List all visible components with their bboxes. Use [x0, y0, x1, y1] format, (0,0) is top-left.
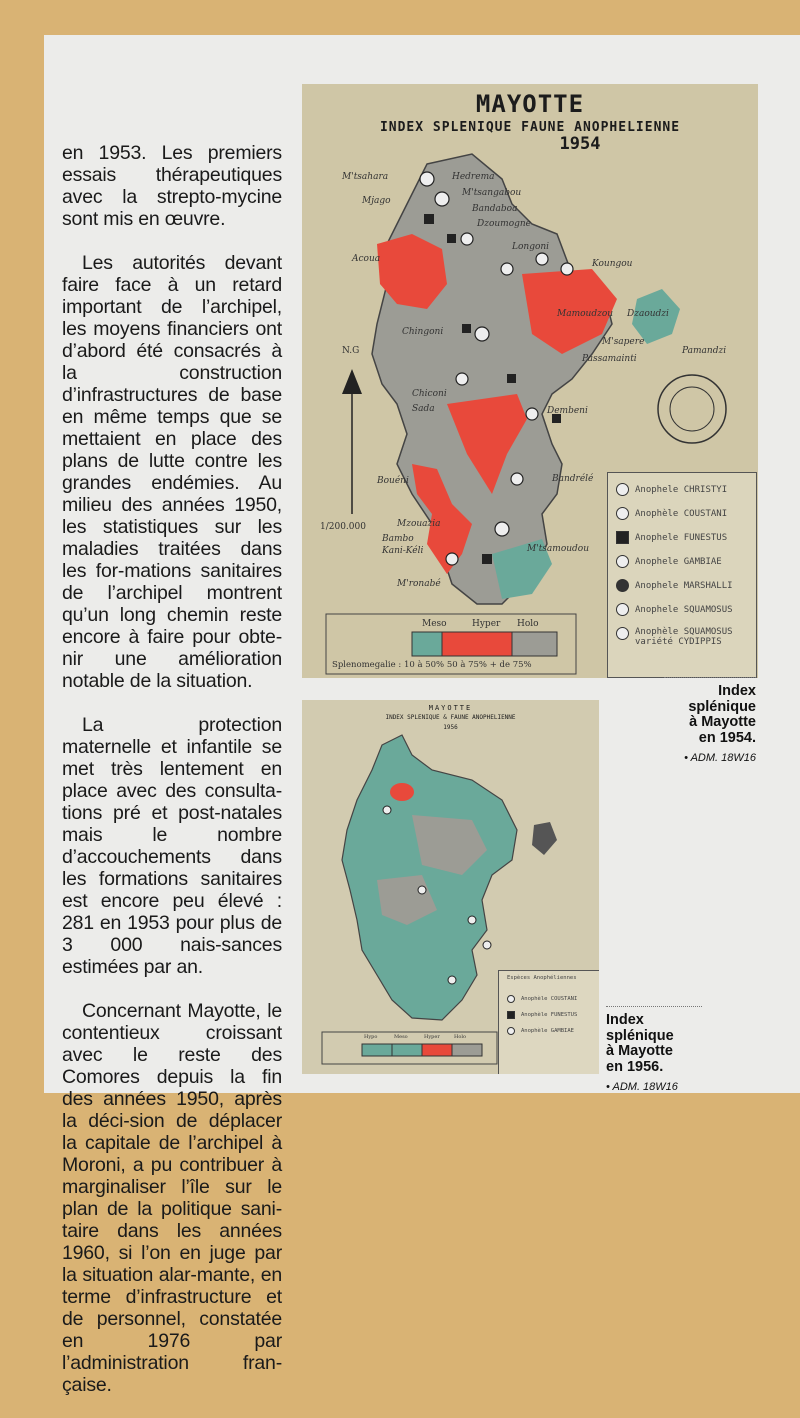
place-label: Passamainti [582, 354, 637, 364]
place-label: Dembeni [547, 406, 588, 416]
place-label: Mamoudzou [557, 309, 614, 319]
circle-dot-icon [616, 627, 629, 640]
circle-icon [616, 555, 629, 568]
place-label: Longoni [512, 242, 550, 252]
bar-hyper [422, 1044, 452, 1056]
legend-item: Anophèle FUNESTUS [507, 1011, 577, 1019]
place-label: Hedrema [452, 172, 495, 182]
bar-holo [512, 632, 557, 656]
body-text [62, 142, 282, 1418]
place-label: Dzaoudzi [627, 309, 669, 319]
scale-label: 1/200.000 [320, 522, 366, 532]
map-1954 [302, 84, 758, 678]
legend-item: Anophèle COUSTANI [616, 507, 727, 520]
place-label: Kani-Kéli [382, 546, 424, 556]
place-label: Mzouazia [397, 519, 441, 529]
place-label: Sada [412, 404, 435, 414]
square-icon [507, 1011, 515, 1019]
place-label: M'sapere [602, 337, 645, 347]
caption-1956 [606, 1006, 702, 1093]
bar-label: Meso [422, 619, 447, 629]
paragraph: Les autorités devant faire face à un retard important de l’archipel, les moyens financiers ont d’abord été consacrés à la construction d’infrastructures de base en même temps que se mettaient en place des plans de lutte contre les grandes endémies. Au milieu des années 1950, les statistiques sur les maladies traitées dans les for-mations sanitaires de l’archipel montrent qu’un long chemin reste encore à faire pour obte-nir une amélioration notable de la situation. [62, 252, 282, 692]
bar-label: Holo [517, 619, 539, 629]
bar-label: Meso [394, 1034, 408, 1040]
bar-label: Holo [454, 1034, 466, 1040]
paragraph: Concernant Mayotte, le contentieux croissant avec le reste des Comores depuis la fin des années 1950, après la déci-sion de déplacer la capitale de l’archipel à Moroni, a pu contribuer à marginaliser l’île sur le plan de la politique sani-taire dans les années 1960, si l’on en juge par la situation alar-mante, en terme d’infrastructure et de personnel, constatée en 1976 par l’administration fran-çaise. [62, 1000, 282, 1396]
bar-holo [452, 1044, 482, 1056]
place-label: Bandrélé [552, 474, 594, 484]
map-subtitle: INDEX SPLENIQUE & FAUNE ANOPHELIENNE [385, 714, 516, 721]
bar-label: Hyper [424, 1034, 440, 1040]
place-label: M'tsahara [342, 172, 389, 182]
map-subtitle: INDEX SPLENIQUE FAUNE ANOPHELIENNE [379, 120, 681, 135]
caption-title: Index splénique à Mayotte en 1954. [688, 683, 756, 746]
legend-item: Anophèle GAMBIAE [507, 1027, 574, 1035]
legend-item: Anophele GAMBIAE [616, 555, 722, 568]
north-arrow-icon [342, 369, 362, 394]
place-label: Bandaboa [472, 204, 518, 214]
archive-seal-inner [670, 387, 714, 431]
place-label: Bouéni [377, 476, 409, 486]
bar-meso [392, 1044, 422, 1056]
bar-hyper [442, 632, 512, 656]
place-label: Mjago [362, 196, 391, 206]
legend-item: Anophele CHRISTYI [616, 483, 727, 496]
bar-label: Hyper [472, 619, 501, 629]
circle-icon [507, 995, 515, 1003]
caption-source: • ADM. 18W16 [684, 752, 756, 764]
red-zone [390, 783, 414, 801]
legend-title: Espèces Anophéliennes [507, 975, 577, 981]
place-label: Chiconi [412, 389, 447, 399]
splenomegaly-label: Splenomegalie : 10 à 50% 50 à 75% + de 75% [332, 660, 532, 670]
north-label: N.G [342, 346, 360, 356]
island-shape [342, 735, 517, 1020]
circle-cross-icon [616, 483, 629, 496]
bar-hypo [362, 1044, 392, 1056]
place-label: Bambo [382, 534, 414, 544]
paragraph: en 1953. Les premiers essais thérapeutiques avec la strepto-mycine sont mis en œuvre. [62, 142, 282, 230]
circle-icon [616, 507, 629, 520]
map-1956 [302, 700, 599, 1074]
legend-item: Anophèle COUSTANI [507, 995, 577, 1003]
legend-item: Anophele MARSHALLI [616, 579, 733, 592]
legend-item: Anophele FUNESTUS [616, 531, 727, 544]
legend-item: Anophèle SQUAMOSUS variété CYDIPPIS [616, 627, 746, 647]
map-title: MAYOTTE [475, 90, 585, 118]
legend-1956 [498, 970, 599, 1074]
place-label: Acoua [352, 254, 381, 264]
map-year: 1954 [559, 134, 601, 154]
place-label: Chingoni [402, 327, 444, 337]
place-label: M'tsangabou [462, 188, 522, 198]
place-label: Pamandzi [682, 346, 727, 356]
map-title: MAYOTTE [428, 704, 473, 712]
caption-title: Index splénique à Mayotte en 1956. [606, 1012, 674, 1075]
caption-source: • ADM. 18W16 [606, 1081, 678, 1093]
place-label: Dzoumogne [477, 219, 532, 229]
bar-label: Hypo [364, 1034, 378, 1040]
legend-1954 [607, 472, 757, 678]
square-icon [616, 531, 629, 544]
caption-divider [664, 677, 756, 678]
teal-zone [532, 822, 557, 855]
map-year: 1956 [443, 724, 458, 731]
place-label: M'tsamoudou [527, 544, 590, 554]
place-label: Koungou [592, 259, 633, 269]
paragraph: La protection maternelle et infantile se met très lentement en place avec des consulta-tions pré et post-natales mais le nombre d’accouchements dans les formations sanitaires est encore peu élevé : 281 en 1953 pour plus de 3 000 nais-sances estimées par an. [62, 714, 282, 978]
circle-dot-icon [616, 603, 629, 616]
half-circle-icon [616, 579, 629, 592]
caption-divider [606, 1006, 702, 1007]
archive-seal [658, 375, 726, 443]
caption-1954 [664, 677, 756, 764]
circle-icon [507, 1027, 515, 1035]
legend-item: Anophele SQUAMOSUS [616, 603, 733, 616]
place-label: M'ronabé [397, 579, 441, 589]
